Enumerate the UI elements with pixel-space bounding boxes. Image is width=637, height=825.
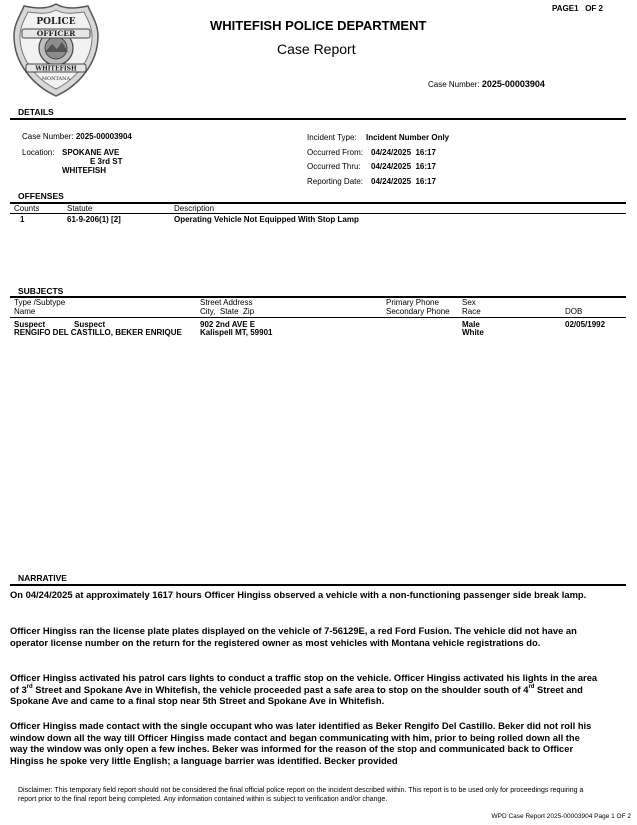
badge-ribbon-text: OFFICER (36, 29, 76, 38)
page-number: PAGE1 OF 2 (552, 4, 603, 13)
subjects-header-type: Type /Subtype (14, 298, 66, 307)
offense-statute: 61-9-206(1) [2] (67, 215, 121, 224)
location-label: Location: (22, 148, 55, 157)
subject-dob: 02/05/1992 (565, 320, 606, 329)
footer-page-info: WPD Case Report 2025-00003904 Page 1 OF 2 (491, 813, 631, 820)
subjects-section-title: SUBJECTS (18, 286, 64, 296)
occurred-from-value: 04/24/2025 16:17 (371, 148, 436, 157)
narrative-paragraph-1: On 04/24/2025 at approximately 1617 hours Officer Hingiss observed a vehicle with a non-functioning passenger side break lamp. (10, 589, 587, 600)
subject-type: Suspect (14, 320, 46, 329)
badge-top-text: POLICE (36, 17, 76, 27)
location-line3: WHITEFISH (62, 166, 106, 175)
subjects-header-street: Street Address (200, 298, 253, 307)
offenses-header-description: Description (174, 204, 215, 213)
subjects-header-sex: Sex (462, 298, 476, 307)
subject-subtype: Suspect (74, 320, 106, 329)
subject-name: RENGIFO DEL CASTILLO, BEKER ENRIQUE (14, 328, 182, 337)
incident-type-value: Incident Number Only (366, 133, 450, 142)
offenses-section-title: OFFENSES (18, 191, 64, 201)
narrative-paragraph-2: Officer Hingiss ran the license plate plates displayed on the vehicle of 7-56129E, a red Ford Fusion. The vehicle did not have an operator license number on the return for the registered owner as most vehicles with Montana vehicle registrations do. (10, 625, 577, 648)
narrative-p3-part-c: Street and Spokane Ave and came to a final stop near 5th Street and Spokane Ave in Whitefish. (10, 683, 583, 706)
narrative-p3-part-b: Street and Spokane Ave in Whitefish, the vehicle proceeded past a safe area to stop on the shoulder south of 4 (32, 683, 529, 695)
narrative-rule (10, 584, 626, 586)
incident-type-label: Incident Type: (307, 133, 357, 142)
narrative-p3-sup-2: rd (528, 683, 535, 690)
disclaimer: Disclaimer: This temporary field report should not be considered the final official police report on the incident described within. This report is to be used only for proceedings requiring a report prior to the final report being completed. Any information contained within is subject to verification and/or change. (18, 787, 584, 803)
offense-count: 1 (20, 215, 25, 224)
subjects-header-dob: DOB (565, 307, 583, 316)
subjects-header-city: City, State Zip (200, 307, 255, 316)
subjects-rule (10, 296, 626, 298)
details-section-title: DETAILS (18, 107, 54, 117)
police-badge-logo (12, 2, 100, 98)
subjects-header-name: Name (14, 307, 36, 316)
location-line2: E 3rd ST (90, 157, 123, 166)
offenses-header-counts: Counts (14, 204, 40, 213)
subject-city: Kalispell MT, 59901 (200, 328, 273, 337)
header-case-number (428, 79, 545, 90)
subject-race: White (462, 328, 484, 337)
narrative-paragraph-3 (10, 672, 600, 707)
badge-state-text: MONTANA (41, 76, 71, 82)
reporting-date-label: Reporting Date: (307, 177, 364, 186)
subject-street: 902 2nd AVE E (200, 320, 256, 329)
offenses-header-rule (10, 213, 626, 214)
header-case-number-label: Case Number: (428, 80, 480, 89)
offenses-rule (10, 202, 626, 204)
subjects-header-primary-phone: Primary Phone (386, 298, 439, 307)
department-title: WHITEFISH POLICE DEPARTMENT (210, 18, 427, 33)
offense-description: Operating Vehicle Not Equipped With Stop Lamp (174, 215, 359, 224)
location-line1: SPOKANE AVE (62, 148, 120, 157)
subjects-header-secondary-phone: Secondary Phone (386, 307, 450, 316)
occurred-thru-value: 04/24/2025 16:17 (371, 162, 436, 171)
details-case-number-label: Case Number: (22, 132, 74, 141)
subjects-header-rule (10, 317, 626, 318)
reporting-date-value: 04/24/2025 16:17 (371, 177, 436, 186)
details-rule (10, 118, 626, 120)
details-case-number-value: 2025-00003904 (75, 132, 132, 141)
details-case-number (22, 132, 132, 142)
badge-city-text: WHITEFISH (35, 65, 77, 73)
occurred-from-label: Occurred From: (307, 148, 364, 157)
narrative-p3-sup-1: rd (26, 683, 33, 690)
header-case-number-value: 2025-00003904 (481, 79, 545, 89)
occurred-thru-label: Occurred Thru: (307, 162, 361, 171)
narrative-section-title: NARRATIVE (18, 573, 67, 583)
offenses-header-statute: Statute (67, 204, 93, 213)
subjects-header-race: Race (462, 307, 481, 316)
narrative-p3-part-a: Officer Hingiss activated his patrol cars lights to conduct a traffic stop on the vehicle. Officer Hingiss activated his lights in the area of 3 (10, 672, 598, 695)
subject-sex: Male (462, 320, 480, 329)
narrative-paragraph-4: Officer Hingiss made contact with the single occupant who was later identified as Beker Rengifo Del Castillo. Beker did not roll his window down all the way till Officer Hingiss made contact and began communicating with him, prior to being rolled down all the way the window was only open a few inches. Beker was informed for the reason of the stop and communicated back to Officer Hingiss he spoke very little English; a language barrier was identified. Becker provided (10, 720, 592, 766)
report-title: Case Report (277, 41, 356, 57)
